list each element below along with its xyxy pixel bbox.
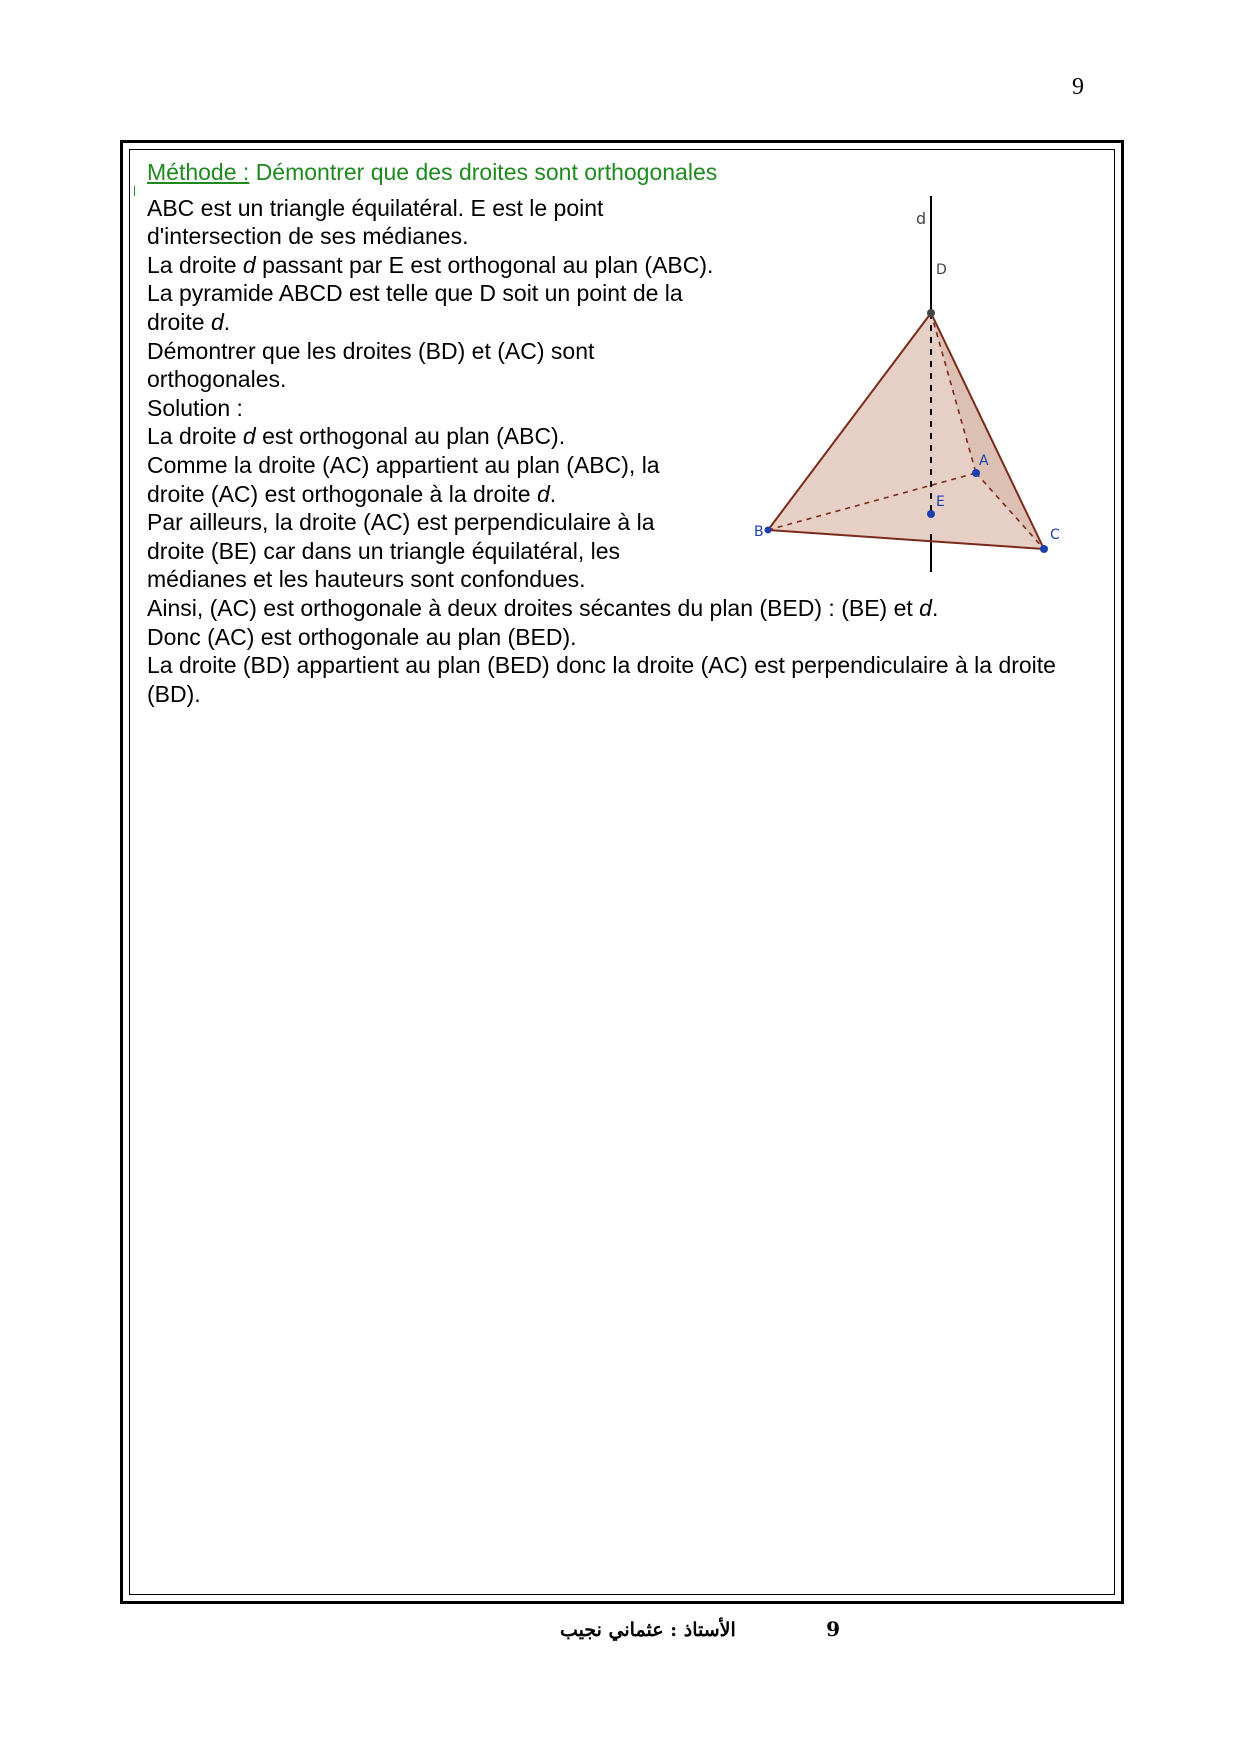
solution-line: La droite (BD) appartient au plan (BED) donc la droite (AC) est perpendiculaire à la droite (BD). — [147, 652, 1056, 707]
label-A: A — [979, 453, 989, 469]
point-A — [972, 469, 980, 477]
point-D — [927, 309, 935, 317]
variable-d: d — [536, 480, 550, 507]
label-d: d — [916, 209, 927, 228]
variable-d: d — [210, 308, 224, 335]
statement-line: ABC est un triangle équilatéral. E est le point d'intersection de ses médianes. — [147, 194, 604, 250]
label-E: E — [936, 494, 945, 510]
pyramid-figure — [750, 196, 1090, 576]
variable-d: d — [242, 251, 256, 278]
variable-d: d — [242, 423, 256, 450]
label-C: C — [1050, 527, 1060, 543]
variable-d: d — [919, 594, 932, 621]
solution-line: Ainsi, (AC) est orthogonale à deux droites sécantes du plan (BED) : (BE) et d. — [147, 594, 939, 621]
solution-line: La droite d est orthogonal au plan (ABC). — [147, 423, 566, 450]
solution-line: Donc (AC) est orthogonale au plan (BED). — [147, 623, 577, 650]
statement-line: La pyramide ABCD est telle que D soit un point de la droite d. — [147, 280, 683, 335]
statement-line: Démontrer que les droites (BD) et (AC) sont orthogonales. — [147, 337, 595, 393]
point-B — [765, 527, 772, 534]
label-D: D — [936, 262, 947, 278]
method-prefix: Méthode : — [147, 159, 250, 185]
page-number-top: 9 — [1072, 74, 1084, 100]
solution-line: Comme la droite (AC) appartient au plan (ABC), la droite (AC) est orthogonale à la droite d. — [147, 451, 660, 507]
label-B: B — [754, 524, 764, 540]
margin-tick — [134, 186, 135, 196]
point-C — [1040, 545, 1048, 553]
footer — [560, 1617, 840, 1641]
footer-page-number: 9 — [826, 1617, 840, 1641]
face-front — [768, 313, 1044, 549]
method-title-text: Démontrer que des droites sont orthogonales — [255, 159, 718, 185]
solution-label: Solution : — [147, 394, 243, 421]
point-E — [927, 510, 935, 518]
method-title — [147, 158, 1097, 187]
statement-line: La droite d passant par E est orthogonal au plan (ABC). — [147, 251, 714, 278]
solution-line: Par ailleurs, la droite (AC) est perpendiculaire à la droite (BE) car dans un triangle équilatéral, les médianes et les hauteurs sont confondues. — [147, 509, 655, 593]
footer-author: الأستاذ : عثماني نجيب — [560, 1619, 736, 1641]
